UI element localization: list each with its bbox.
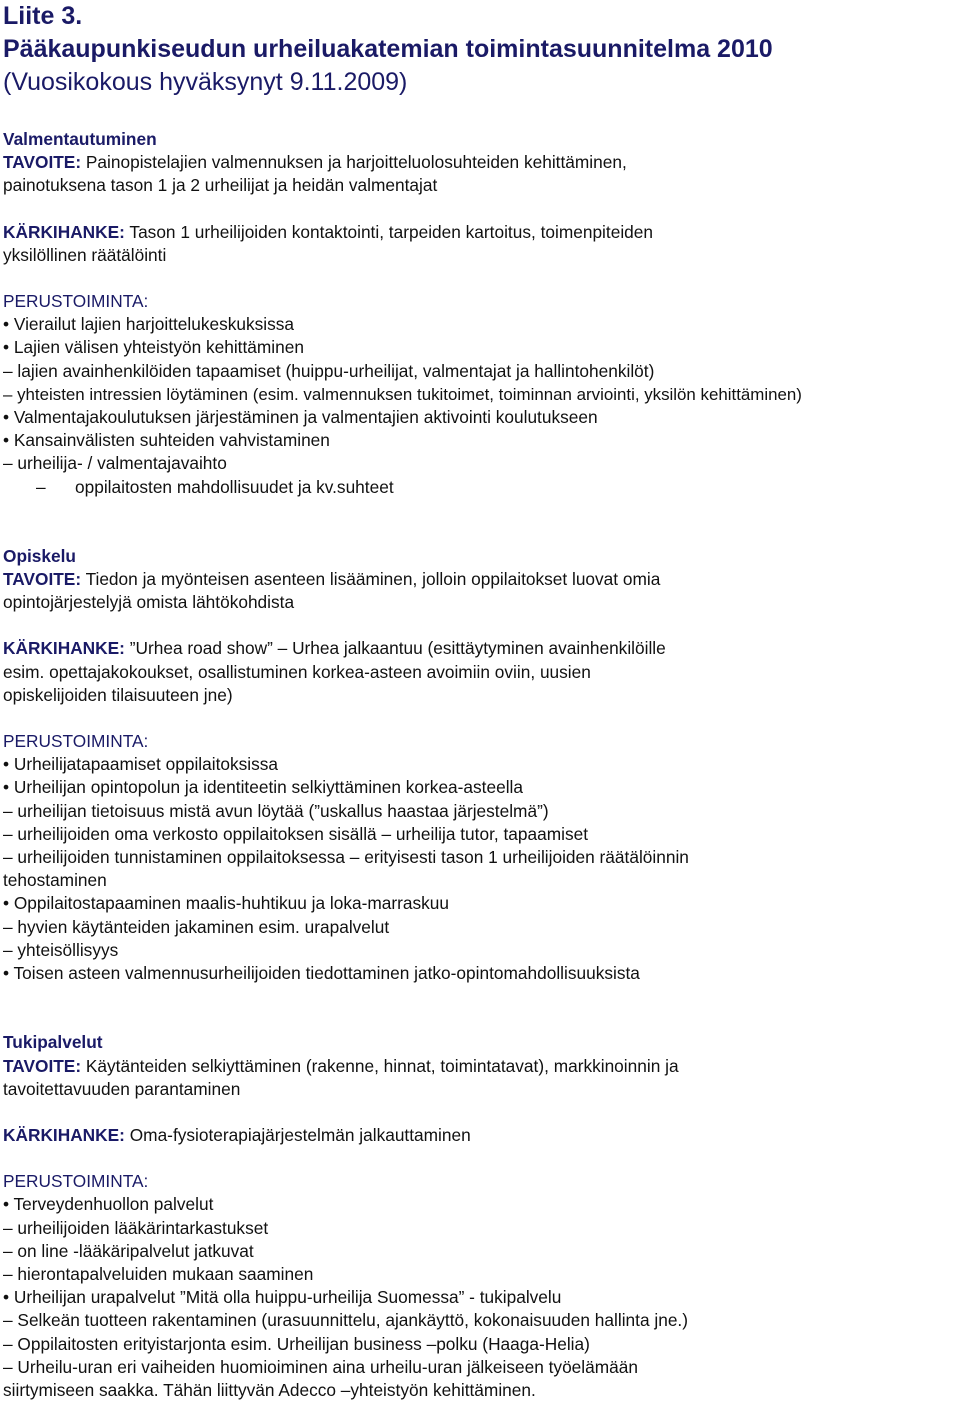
dash-marker: – [36,476,46,497]
list-item: • Toisen asteen valmennusurheilijoiden tiedottaminen jatko-opintomahdollisuuksista [3,963,640,984]
list-item: – urheilijan tietoisuus mistä avun löytää (”uskallus haastaa järjestelmä”) [3,800,549,821]
spearhead-text: Oma-fysioterapiajärjestelmän jalkauttaminen [124,1124,471,1145]
spearhead-label: KÄRKIHANKE: [3,638,125,659]
spearhead-label: KÄRKIHANKE: [3,1124,125,1145]
spearhead-line [3,1124,957,1147]
goal-label: TAVOITE: [3,569,82,590]
section-opiskelu [3,545,957,985]
goal-text-cont: opintojärjestelyjä omista lähtökohdista [3,592,295,613]
goal-line [3,151,957,174]
spearhead-line [3,221,957,244]
basic-activity-label: PERUSTOIMINTA: [3,291,149,312]
list-item: – yhteisten intressien löytäminen (esim. valmennuksen tukitoimet, toiminnan arviointi, yksilön kehittäminen) [3,384,802,404]
list-item: – on line -lääkäripalvelut jatkuvat [3,1240,254,1261]
document-page [3,0,957,1402]
list-item: • Valmentajakoulutuksen järjestäminen ja valmentajien aktivointi koulutukseen [3,407,598,428]
list-item: • Urheilijatapaamiset oppilaitoksissa [3,754,278,775]
list-item: • Vierailut lajien harjoittelukeskuksissa [3,314,295,335]
list-item: – urheilijoiden lääkärintarkastukset [3,1217,269,1238]
list-item: • Kansainvälisten suhteiden vahvistaminen [3,430,330,451]
section-tukipalvelut [3,1031,957,1402]
list-item: tehostaminen [3,870,107,891]
list-item-indented [3,476,957,499]
appendix-label: Liite 3. [3,2,83,30]
goal-text: Painopistelajien valmennuksen ja harjoitteluolosuhteiden kehittäminen, [81,152,627,173]
list-item: • Oppilaitostapaaminen maalis-huhtikuu ja loka-marraskuu [3,893,449,914]
approval-note: (Vuosikokous hyväksynyt 9.11.2009) [3,68,408,96]
section-valmentautuminen [3,128,957,499]
spearhead-text-cont: esim. opettajakokoukset, osallistuminen korkea-asteen avoimiin oviin, uusien [3,661,591,682]
list-item: – hyvien käytänteiden jakaminen esim. urapalvelut [3,916,390,937]
goal-text: Käytänteiden selkiyttäminen (rakenne, hinnat, toimintatavat), markkinoinnin ja [81,1055,679,1076]
document-title: Pääkaupunkiseudun urheiluakatemian toimintasuunnitelma 2010 [3,35,773,63]
list-item: • Terveydenhuollon palvelut [3,1194,214,1215]
section-title: Valmentautuminen [3,129,157,149]
list-item: – urheilijoiden tunnistaminen oppilaitoksessa – erityisesti tason 1 urheilijoiden räätälöinnin [3,847,689,868]
goal-text: Tiedon ja myönteisen asenteen lisääminen, jolloin oppilaitokset luovat omia [81,569,661,590]
list-item: • Urheilijan urapalvelut ”Mitä olla huippu-urheilija Suomessa” - tukipalvelu [3,1287,562,1308]
list-item: – yhteisöllisyys [3,939,119,960]
spearhead-text-cont: opiskelijoiden tilaisuuteen jne) [3,684,233,705]
list-item-text: oppilaitosten mahdollisuudet ja kv.suhteet [75,476,394,497]
goal-line [3,568,957,591]
goal-line [3,1055,957,1078]
spearhead-label: KÄRKIHANKE: [3,221,125,242]
goal-text-cont: tavoitettavuuden parantaminen [3,1078,241,1099]
list-item: – hierontapalveluiden mukaan saaminen [3,1263,314,1284]
list-item: – Oppilaitosten erityistarjonta esim. Urheilijan business –polku (Haaga-Helia) [3,1333,590,1354]
list-item: – urheilija- / valmentajavaihto [3,453,227,474]
spearhead-line [3,637,957,660]
goal-label: TAVOITE: [3,1055,82,1076]
list-item: – lajien avainhenkilöiden tapaamiset (huippu-urheilijat, valmentajat ja hallintohenkilöt) [3,360,655,381]
section-title: Opiskelu [3,545,76,566]
list-item: • Lajien välisen yhteistyön kehittäminen [3,337,304,358]
goal-text-cont: painotuksena tason 1 ja 2 urheilijat ja heidän valmentajat [3,175,438,196]
spearhead-text-cont: yksilöllinen räätälöinti [3,244,167,265]
list-item: – Selkeän tuotteen rakentaminen (urasuunnittelu, ajankäyttö, kokonaisuuden hallinta jne.) [3,1310,688,1331]
section-title: Tukipalvelut [3,1032,103,1053]
basic-activity-label: PERUSTOIMINTA: [3,1171,149,1192]
list-item: – urheilijoiden oma verkosto oppilaitoksen sisällä – urheilija tutor, tapaamiset [3,823,589,844]
basic-activity-label: PERUSTOIMINTA: [3,731,149,752]
spearhead-text: Tason 1 urheilijoiden kontaktointi, tarpeiden kartoitus, toimenpiteiden [124,221,653,242]
spearhead-text: ”Urhea road show” – Urhea jalkaantuu (esittäytyminen avainhenkilöille [124,638,666,659]
list-item: siirtymiseen saakka. Tähän liittyvän Adecco –yhteistyön kehittäminen. [3,1379,536,1400]
list-item: – Urheilu-uran eri vaiheiden huomioiminen aina urheilu-uran jälkeiseen työelämään [3,1356,638,1377]
goal-label: TAVOITE: [3,152,82,173]
list-item: • Urheilijan opintopolun ja identiteetin selkiyttäminen korkea-asteella [3,777,523,798]
